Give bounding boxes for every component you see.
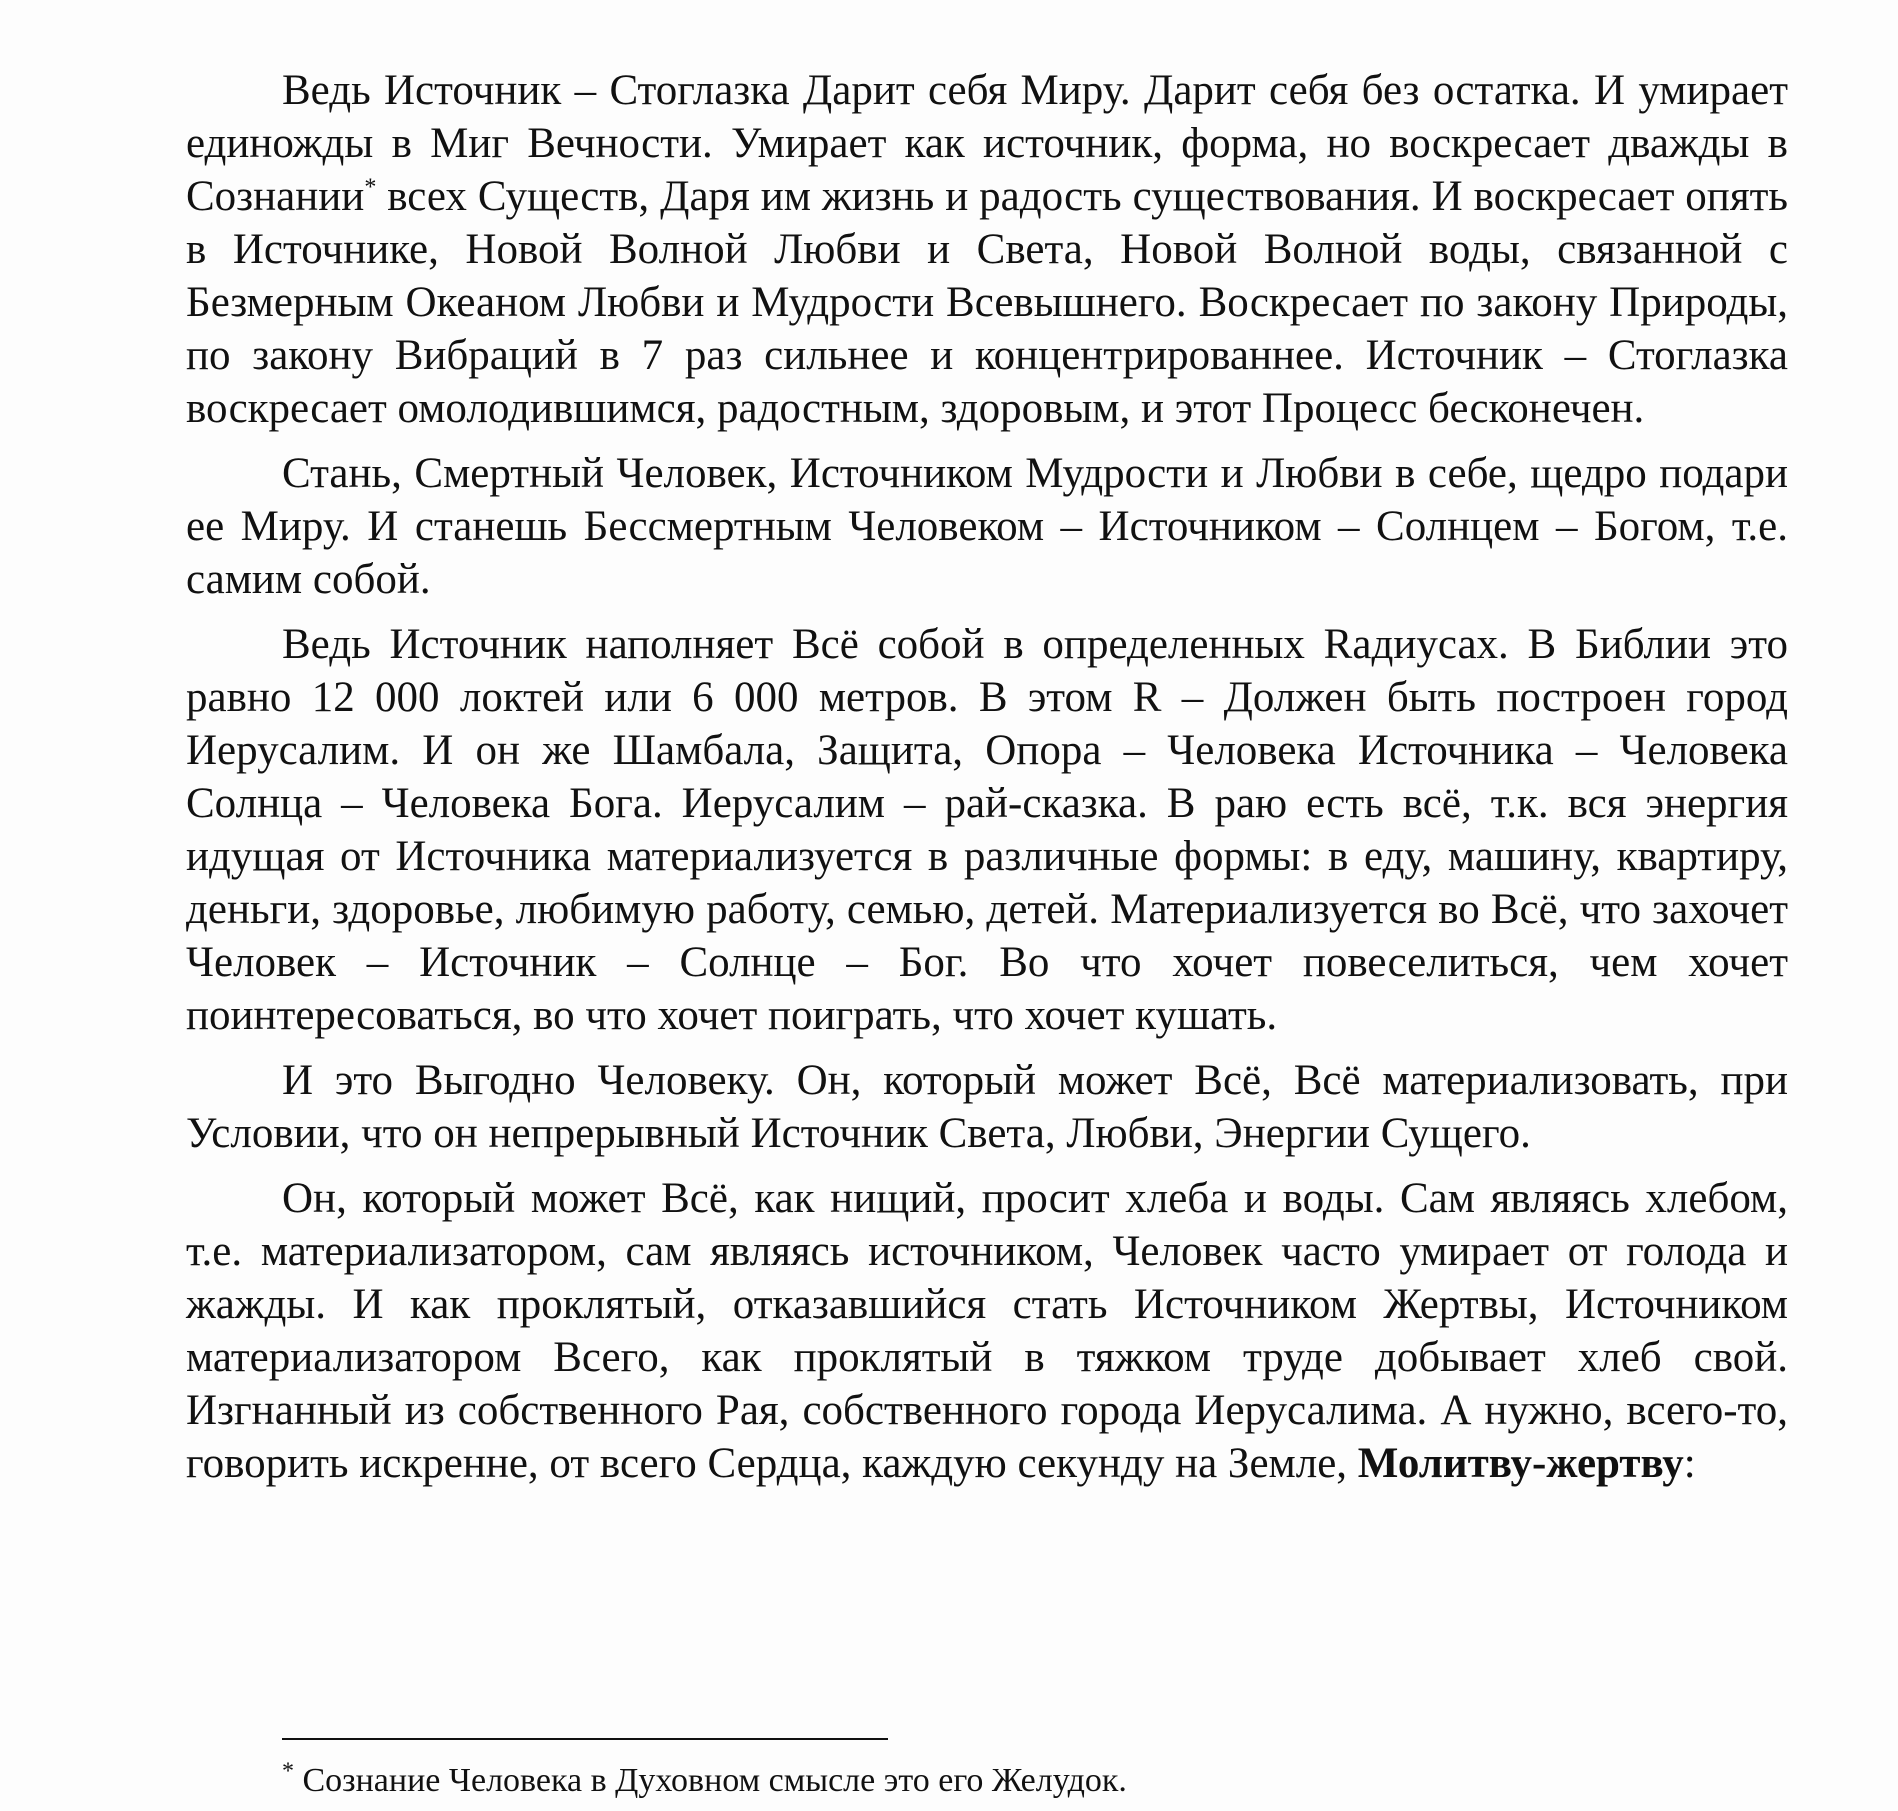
footnote-text: Сознание Человека в Духовном смысле это его Желудок.	[294, 1762, 1127, 1799]
paragraph-5	[186, 1172, 1788, 1490]
paragraph-4: И это Выгодно Человеку. Он, который может Всё, Всё материализовать, при Условии, что он непрерывный Источник Света, Любви, Энергии Сущего.	[186, 1057, 1788, 1157]
paragraph-3: Ведь Источник наполняет Всё собой в определенных Rадиусах. В Библии это равно 12 000 локтей или 6 000 метров. В этом R – Должен быть построен город Иерусалим. И он же Шамбала, Защита, Опора – Человека Источника – Человека Солнца – Человека Бога. Иерусалим – рай-сказка. В раю есть всё, т.к. вся энергия идущая от Источника материализуется в различные формы: в еду, машину, квартиру, деньги, здоровье, любимую работу, семью, детей. Материализуется во Всё, что захочет Человек – Источник – Солнце – Бог. Во что хочет повеселиться, чем хочет поинтересоваться, во что хочет поиграть, что хочет кушать.	[186, 621, 1788, 1039]
paragraph-5-punct: :	[1683, 1440, 1696, 1487]
footnote-divider	[282, 1738, 888, 1740]
footnote-mark: *	[282, 1758, 294, 1785]
paragraph-1-text-b: всех Существ, Даря им жизнь и радость существования. И воскресает опять в Источнике, Новой Волной Любви и Света, Новой Волной воды, связанной с Безмерным Океаном Любви и Мудрости Всевышнего. Воскресает по закону Природы, по закону Вибраций в 7 раз сильнее и концентрированнее. Источник – Стоглазка воскресает омолодившимся, радостным, здоровым, и этот Процесс бесконечен.	[186, 173, 1788, 432]
prayer-term: Молитву-жертву	[1357, 1440, 1684, 1487]
footnote	[282, 1760, 1127, 1802]
paragraph-5-text: Он, который может Всё, как нищий, просит хлеба и воды. Сам являясь хлебом, т.е. материализатором, сам являясь источником, Человек часто умирает от голода и жажды. И как проклятый, отказавшийся стать Источником Жертвы, Источником материализатором Всего, как проклятый в тяжком труде добывает хлеб свой. Изгнанный из собственного Рая, собственного города Иерусалима. А нужно, всего-то, говорить искренне, от всего Сердца, каждую секунду на Земле,	[186, 1175, 1788, 1487]
paragraph-2: Стань, Смертный Человек, Источником Мудрости и Любви в себе, щедро подари ее Миру. И станешь Бессмертным Человеком – Источником – Солнцем – Богом, т.е. самим собой.	[186, 450, 1788, 603]
paragraph-1	[186, 64, 1788, 435]
footnote-reference: *	[364, 174, 377, 201]
paragraph-1-text-a: Ведь Источник – Стоглазка Дарит себя Миру. Дарит себя без остатка. И умирает единожды в Миг Вечности. Умирает как источник, форма, но воскресает дважды в Сознании	[186, 67, 1788, 220]
main-text	[186, 64, 1788, 1490]
